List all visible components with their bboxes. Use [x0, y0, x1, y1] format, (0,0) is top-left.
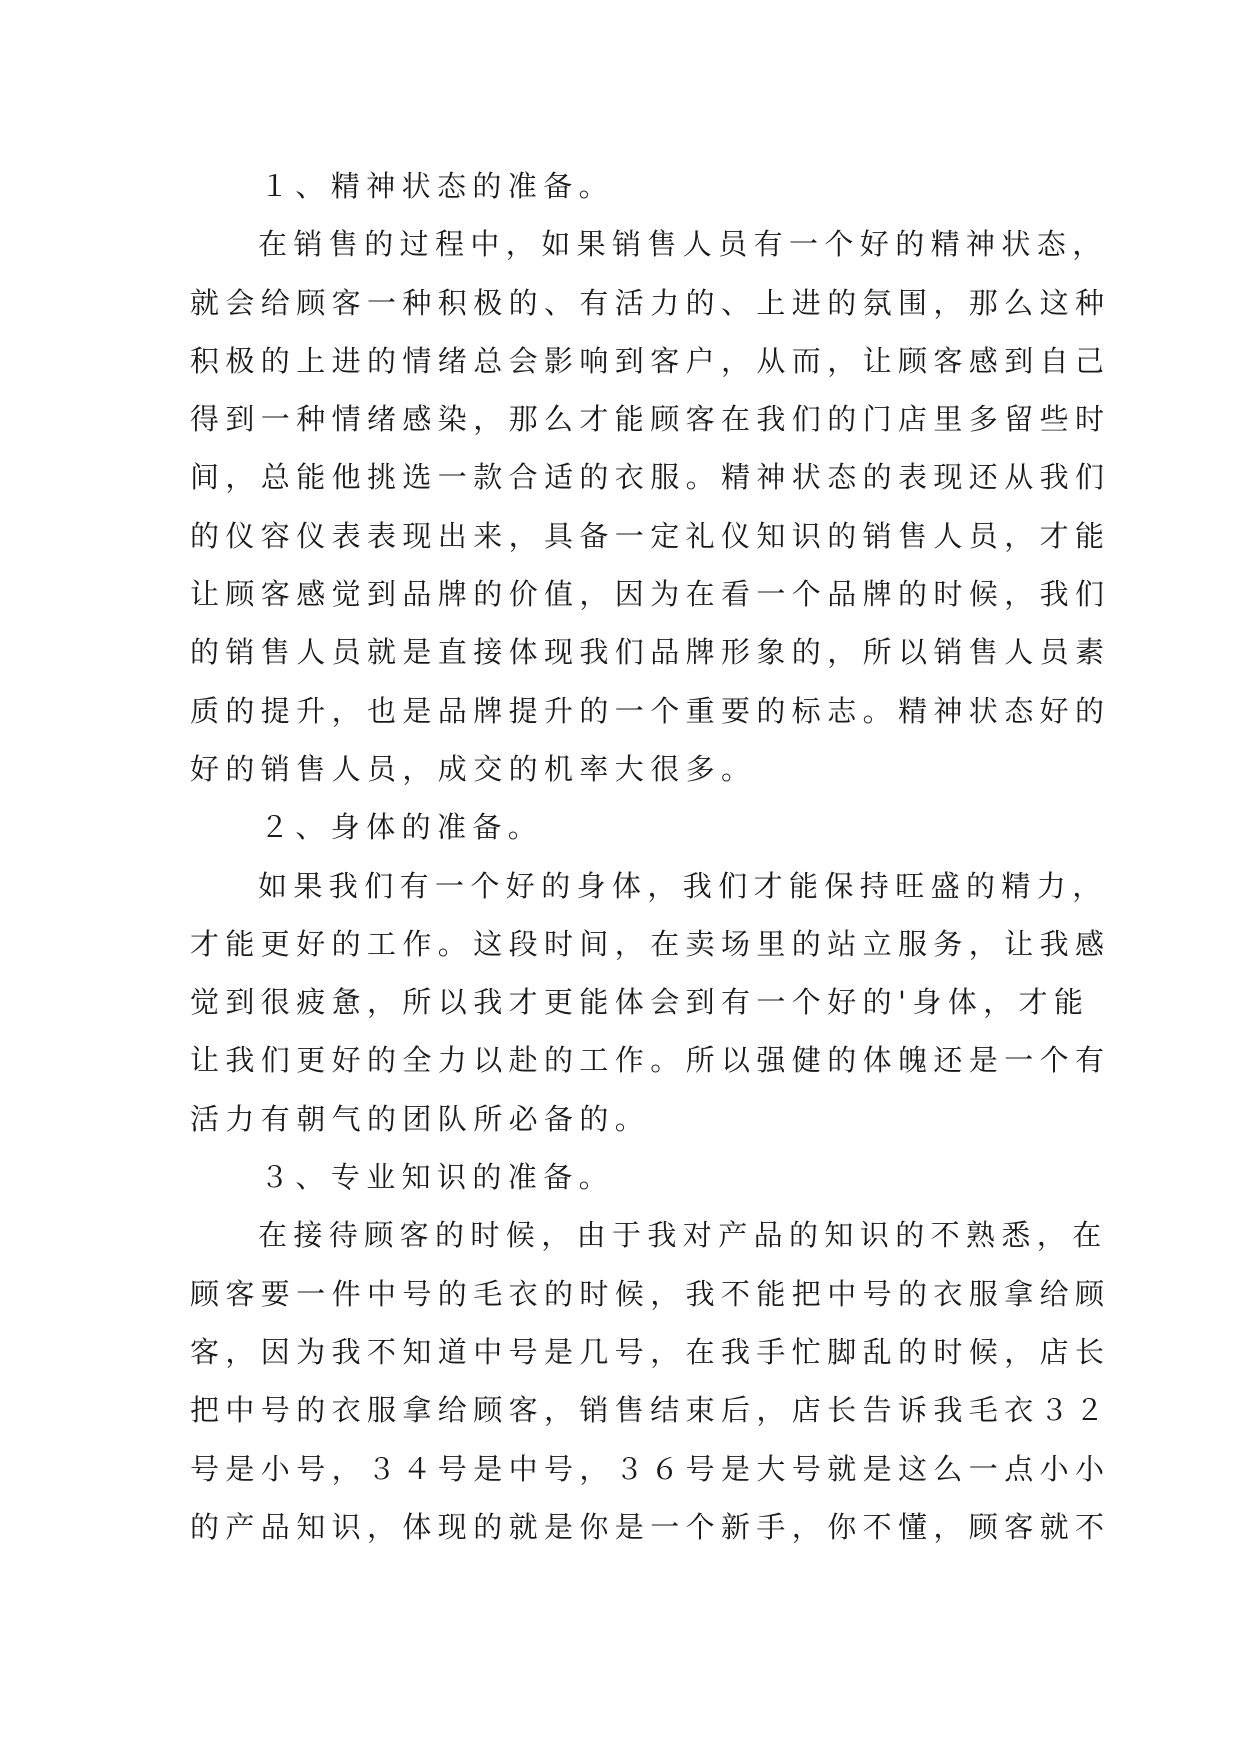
paragraph-line: 顾客要一件中号的毛衣的时候，我不能把中号的衣服拿给顾 [190, 1276, 1111, 1311]
paragraph-line: 好的销售人员，成交的机率大很多。 [190, 751, 757, 786]
paragraph-line: 号是小号，３４号是中号，３６号是大号就是这么一点小小 [190, 1451, 1111, 1486]
paragraph-line: 在销售的过程中，如果销售人员有一个好的精神状态， [258, 227, 1108, 262]
paragraph-line: 在接待顾客的时候，由于我对产品的知识的不熟悉，在 [258, 1218, 1108, 1253]
paragraph-line: 积极的上进的情绪总会影响到客户，从而，让顾客感到自己 [190, 343, 1111, 378]
paragraph-line: 把中号的衣服拿给顾客，销售结束后，店长告诉我毛衣３２ [190, 1393, 1111, 1428]
paragraph-line: 让我们更好的全力以赴的工作。所以强健的体魄还是一个有 [190, 1043, 1111, 1078]
document-body [190, 157, 1111, 1556]
paragraph-line: 才能更好的工作。这段时间，在卖场里的站立服务，让我感 [190, 926, 1111, 961]
paragraph-line: 觉到很疲惫，所以我才更能体会到有一个好的'身体，才能 [190, 985, 1090, 1020]
heading-3: ３、专业知识的准备。 [260, 1160, 615, 1195]
paragraph-line: 的仪容仪表表现出来，具备一定礼仪知识的销售人员，才能 [190, 518, 1111, 553]
paragraph-line: 得到一种情绪感染，那么才能顾客在我们的门店里多留些时 [190, 402, 1111, 437]
paragraph-line: 客，因为我不知道中号是几号，在我手忙脚乱的时候，店长 [190, 1334, 1111, 1369]
heading-2: ２、身体的准备。 [260, 810, 544, 845]
paragraph-line: 的产品知识，体现的就是你是一个新手，你不懂，顾客就不 [190, 1509, 1111, 1544]
paragraph-line: 的销售人员就是直接体现我们品牌形象的，所以销售人员素 [190, 635, 1111, 670]
heading-1: １、精神状态的准备。 [260, 169, 615, 203]
paragraph-line: 就会给顾客一种积极的、有活力的、上进的氛围，那么这种 [190, 285, 1111, 320]
paragraph-line: 活力有朝气的团队所必备的。 [190, 1101, 651, 1136]
paragraph-line: 如果我们有一个好的身体，我们才能保持旺盛的精力， [258, 868, 1108, 903]
paragraph-line: 间，总能他挑选一款合适的衣服。精神状态的表现还从我们 [190, 460, 1111, 495]
paragraph-line: 让顾客感觉到品牌的价值，因为在看一个品牌的时候，我们 [190, 577, 1111, 612]
paragraph-line: 质的提升，也是品牌提升的一个重要的标志。精神状态好的 [190, 693, 1111, 728]
